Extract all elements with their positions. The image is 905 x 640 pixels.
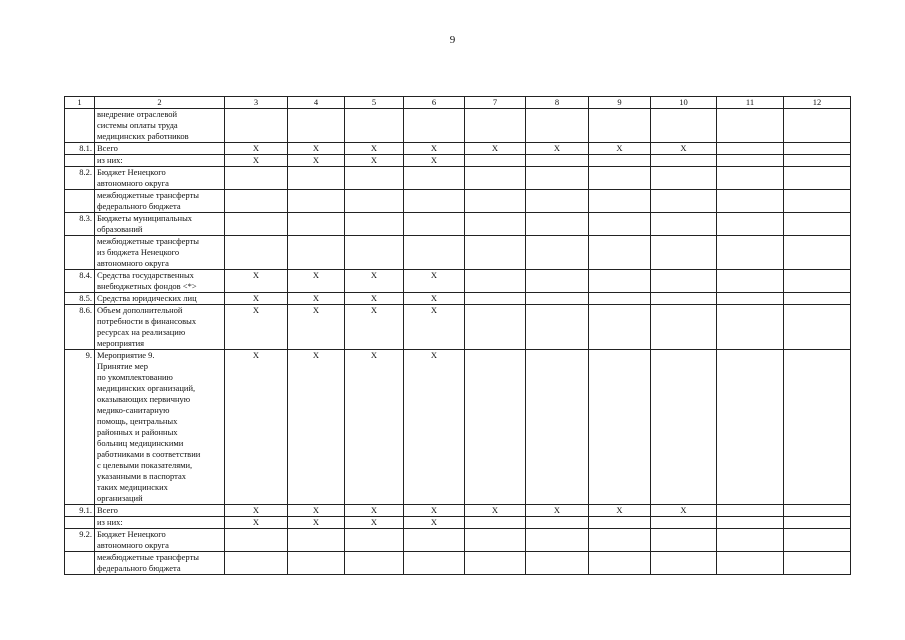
column-number: 5 bbox=[345, 97, 404, 109]
value-cell: X bbox=[288, 293, 345, 305]
column-number: 11 bbox=[717, 97, 784, 109]
value-cell: X bbox=[288, 350, 345, 505]
value-cell: X bbox=[589, 143, 651, 155]
table-row bbox=[65, 190, 851, 213]
value-cell bbox=[784, 213, 851, 236]
value-cell bbox=[717, 517, 784, 529]
value-cell bbox=[717, 552, 784, 575]
value-cell bbox=[526, 305, 589, 350]
value-cell bbox=[589, 350, 651, 505]
row-name: межбюджетные трансферты федерального бюджета bbox=[95, 552, 225, 575]
value-cell: X bbox=[651, 143, 717, 155]
value-cell bbox=[651, 236, 717, 270]
value-cell bbox=[651, 293, 717, 305]
row-name: Всего bbox=[95, 505, 225, 517]
row-number: 8.6. bbox=[65, 305, 95, 350]
value-cell bbox=[404, 190, 465, 213]
value-cell: X bbox=[404, 293, 465, 305]
value-cell bbox=[465, 109, 526, 143]
column-number: 6 bbox=[404, 97, 465, 109]
row-number bbox=[65, 552, 95, 575]
value-cell: X bbox=[288, 517, 345, 529]
value-cell: X bbox=[225, 143, 288, 155]
table-row bbox=[65, 109, 851, 143]
value-cell: X bbox=[288, 143, 345, 155]
value-cell: X bbox=[345, 143, 404, 155]
table-row bbox=[65, 529, 851, 552]
value-cell bbox=[288, 213, 345, 236]
value-cell bbox=[717, 293, 784, 305]
value-cell bbox=[784, 236, 851, 270]
table-row bbox=[65, 213, 851, 236]
value-cell bbox=[589, 293, 651, 305]
row-name: Средства государственных внебюджетных фондов <*> bbox=[95, 270, 225, 293]
value-cell bbox=[526, 293, 589, 305]
value-cell bbox=[526, 517, 589, 529]
value-cell bbox=[651, 270, 717, 293]
value-cell bbox=[465, 305, 526, 350]
value-cell bbox=[717, 143, 784, 155]
value-cell bbox=[589, 305, 651, 350]
row-name: из них: bbox=[95, 155, 225, 167]
column-number: 4 bbox=[288, 97, 345, 109]
value-cell: X bbox=[345, 155, 404, 167]
value-cell bbox=[465, 529, 526, 552]
value-cell bbox=[526, 270, 589, 293]
value-cell bbox=[404, 109, 465, 143]
value-cell bbox=[225, 552, 288, 575]
value-cell: X bbox=[345, 270, 404, 293]
table-row bbox=[65, 143, 851, 155]
row-number: 8.5. bbox=[65, 293, 95, 305]
row-number: 9. bbox=[65, 350, 95, 505]
value-cell: X bbox=[225, 270, 288, 293]
value-cell bbox=[225, 236, 288, 270]
column-number: 7 bbox=[465, 97, 526, 109]
value-cell bbox=[225, 167, 288, 190]
value-cell bbox=[784, 350, 851, 505]
value-cell bbox=[225, 213, 288, 236]
value-cell bbox=[345, 190, 404, 213]
value-cell bbox=[651, 350, 717, 505]
row-number: 8.2. bbox=[65, 167, 95, 190]
row-name: Бюджеты муниципальных образований bbox=[95, 213, 225, 236]
value-cell bbox=[589, 155, 651, 167]
value-cell bbox=[784, 517, 851, 529]
value-cell: X bbox=[288, 505, 345, 517]
table-row bbox=[65, 552, 851, 575]
value-cell: X bbox=[404, 155, 465, 167]
table-row bbox=[65, 236, 851, 270]
value-cell: X bbox=[404, 143, 465, 155]
value-cell bbox=[465, 236, 526, 270]
value-cell bbox=[589, 552, 651, 575]
value-cell: X bbox=[225, 505, 288, 517]
table-row bbox=[65, 270, 851, 293]
value-cell bbox=[651, 109, 717, 143]
row-number bbox=[65, 155, 95, 167]
value-cell bbox=[784, 109, 851, 143]
value-cell bbox=[717, 109, 784, 143]
value-cell bbox=[784, 529, 851, 552]
column-number: 3 bbox=[225, 97, 288, 109]
value-cell: X bbox=[589, 505, 651, 517]
value-cell bbox=[345, 529, 404, 552]
value-cell bbox=[225, 529, 288, 552]
value-cell bbox=[717, 350, 784, 505]
value-cell bbox=[651, 552, 717, 575]
value-cell bbox=[225, 109, 288, 143]
column-number: 10 bbox=[651, 97, 717, 109]
value-cell bbox=[589, 529, 651, 552]
value-cell bbox=[404, 167, 465, 190]
value-cell bbox=[784, 293, 851, 305]
value-cell bbox=[288, 529, 345, 552]
value-cell bbox=[465, 190, 526, 213]
row-number bbox=[65, 517, 95, 529]
value-cell bbox=[784, 505, 851, 517]
value-cell: X bbox=[465, 505, 526, 517]
value-cell bbox=[651, 529, 717, 552]
value-cell: X bbox=[288, 305, 345, 350]
value-cell bbox=[526, 109, 589, 143]
value-cell: X bbox=[404, 305, 465, 350]
value-cell: X bbox=[345, 517, 404, 529]
value-cell bbox=[651, 517, 717, 529]
value-cell: X bbox=[345, 305, 404, 350]
value-cell bbox=[717, 155, 784, 167]
row-name: Бюджет Ненецкого автономного округа bbox=[95, 167, 225, 190]
value-cell bbox=[526, 529, 589, 552]
row-number: 8.4. bbox=[65, 270, 95, 293]
value-cell bbox=[465, 350, 526, 505]
value-cell: X bbox=[526, 505, 589, 517]
page-number: 9 bbox=[449, 34, 456, 46]
value-cell bbox=[784, 155, 851, 167]
value-cell: X bbox=[225, 517, 288, 529]
row-name: межбюджетные трансферты из бюджета Ненецкого автономного округа bbox=[95, 236, 225, 270]
value-cell bbox=[717, 167, 784, 190]
value-cell bbox=[288, 236, 345, 270]
value-cell bbox=[589, 213, 651, 236]
table-row bbox=[65, 505, 851, 517]
value-cell: X bbox=[651, 505, 717, 517]
value-cell: X bbox=[465, 143, 526, 155]
value-cell bbox=[589, 109, 651, 143]
value-cell bbox=[717, 213, 784, 236]
value-cell: X bbox=[345, 505, 404, 517]
value-cell bbox=[465, 293, 526, 305]
value-cell bbox=[526, 167, 589, 190]
value-cell bbox=[465, 517, 526, 529]
budget-table bbox=[64, 96, 851, 575]
row-number: 9.1. bbox=[65, 505, 95, 517]
value-cell bbox=[589, 236, 651, 270]
value-cell bbox=[288, 167, 345, 190]
row-number bbox=[65, 236, 95, 270]
value-cell: X bbox=[345, 293, 404, 305]
value-cell bbox=[404, 529, 465, 552]
value-cell bbox=[404, 236, 465, 270]
value-cell: X bbox=[288, 155, 345, 167]
value-cell bbox=[404, 552, 465, 575]
table-row bbox=[65, 350, 851, 505]
value-cell bbox=[651, 213, 717, 236]
value-cell bbox=[784, 305, 851, 350]
value-cell: X bbox=[404, 505, 465, 517]
value-cell bbox=[651, 305, 717, 350]
row-name: Объем дополнительной потребности в финансовых ресурсах на реализацию мероприятия bbox=[95, 305, 225, 350]
column-number: 2 bbox=[95, 97, 225, 109]
value-cell bbox=[465, 155, 526, 167]
value-cell bbox=[717, 505, 784, 517]
value-cell: X bbox=[526, 143, 589, 155]
row-number: 9.2. bbox=[65, 529, 95, 552]
value-cell bbox=[526, 213, 589, 236]
value-cell bbox=[526, 236, 589, 270]
value-cell bbox=[784, 270, 851, 293]
value-cell bbox=[404, 213, 465, 236]
row-number bbox=[65, 109, 95, 143]
value-cell bbox=[345, 109, 404, 143]
value-cell bbox=[465, 167, 526, 190]
value-cell bbox=[717, 529, 784, 552]
value-cell bbox=[465, 552, 526, 575]
value-cell: X bbox=[225, 155, 288, 167]
value-cell bbox=[589, 190, 651, 213]
value-cell bbox=[784, 167, 851, 190]
value-cell: X bbox=[404, 517, 465, 529]
row-name: Средства юридических лиц bbox=[95, 293, 225, 305]
column-number: 9 bbox=[589, 97, 651, 109]
table-row bbox=[65, 293, 851, 305]
value-cell bbox=[589, 517, 651, 529]
value-cell bbox=[345, 552, 404, 575]
value-cell bbox=[526, 190, 589, 213]
column-number: 12 bbox=[784, 97, 851, 109]
row-name: Всего bbox=[95, 143, 225, 155]
row-name: Мероприятие 9. Принятие мер по укомплектованию медицинских организаций, оказывающих первичную медико-санитарную помощь, центральных районных и районных больниц медицинскими работниками в соответствии с целевыми показателями, указанными в паспортах таких медицинских организаций bbox=[95, 350, 225, 505]
column-number: 8 bbox=[526, 97, 589, 109]
value-cell bbox=[784, 190, 851, 213]
row-number: 8.1. bbox=[65, 143, 95, 155]
value-cell bbox=[784, 552, 851, 575]
value-cell bbox=[288, 190, 345, 213]
value-cell bbox=[717, 305, 784, 350]
value-cell bbox=[651, 190, 717, 213]
value-cell: X bbox=[225, 293, 288, 305]
value-cell: X bbox=[404, 350, 465, 505]
value-cell bbox=[589, 167, 651, 190]
column-number: 1 bbox=[65, 97, 95, 109]
value-cell bbox=[225, 190, 288, 213]
row-name: внедрение отраслевой системы оплаты труда медицинских работников bbox=[95, 109, 225, 143]
value-cell bbox=[651, 167, 717, 190]
value-cell bbox=[288, 109, 345, 143]
table-row bbox=[65, 305, 851, 350]
value-cell bbox=[784, 143, 851, 155]
value-cell bbox=[717, 236, 784, 270]
value-cell bbox=[288, 552, 345, 575]
value-cell bbox=[717, 190, 784, 213]
value-cell: X bbox=[404, 270, 465, 293]
value-cell bbox=[345, 167, 404, 190]
value-cell bbox=[345, 213, 404, 236]
value-cell bbox=[345, 236, 404, 270]
table-row bbox=[65, 517, 851, 529]
value-cell: X bbox=[345, 350, 404, 505]
row-name: Бюджет Ненецкого автономного округа bbox=[95, 529, 225, 552]
value-cell: X bbox=[225, 350, 288, 505]
table-row bbox=[65, 155, 851, 167]
value-cell bbox=[526, 155, 589, 167]
value-cell bbox=[651, 155, 717, 167]
value-cell: X bbox=[225, 305, 288, 350]
row-number: 8.3. bbox=[65, 213, 95, 236]
row-number bbox=[65, 190, 95, 213]
column-number-row bbox=[65, 97, 851, 109]
row-name: межбюджетные трансферты федерального бюджета bbox=[95, 190, 225, 213]
table-row bbox=[65, 167, 851, 190]
value-cell: X bbox=[288, 270, 345, 293]
value-cell bbox=[526, 552, 589, 575]
value-cell bbox=[526, 350, 589, 505]
row-name: из них: bbox=[95, 517, 225, 529]
value-cell bbox=[717, 270, 784, 293]
value-cell bbox=[465, 213, 526, 236]
value-cell bbox=[589, 270, 651, 293]
value-cell bbox=[465, 270, 526, 293]
